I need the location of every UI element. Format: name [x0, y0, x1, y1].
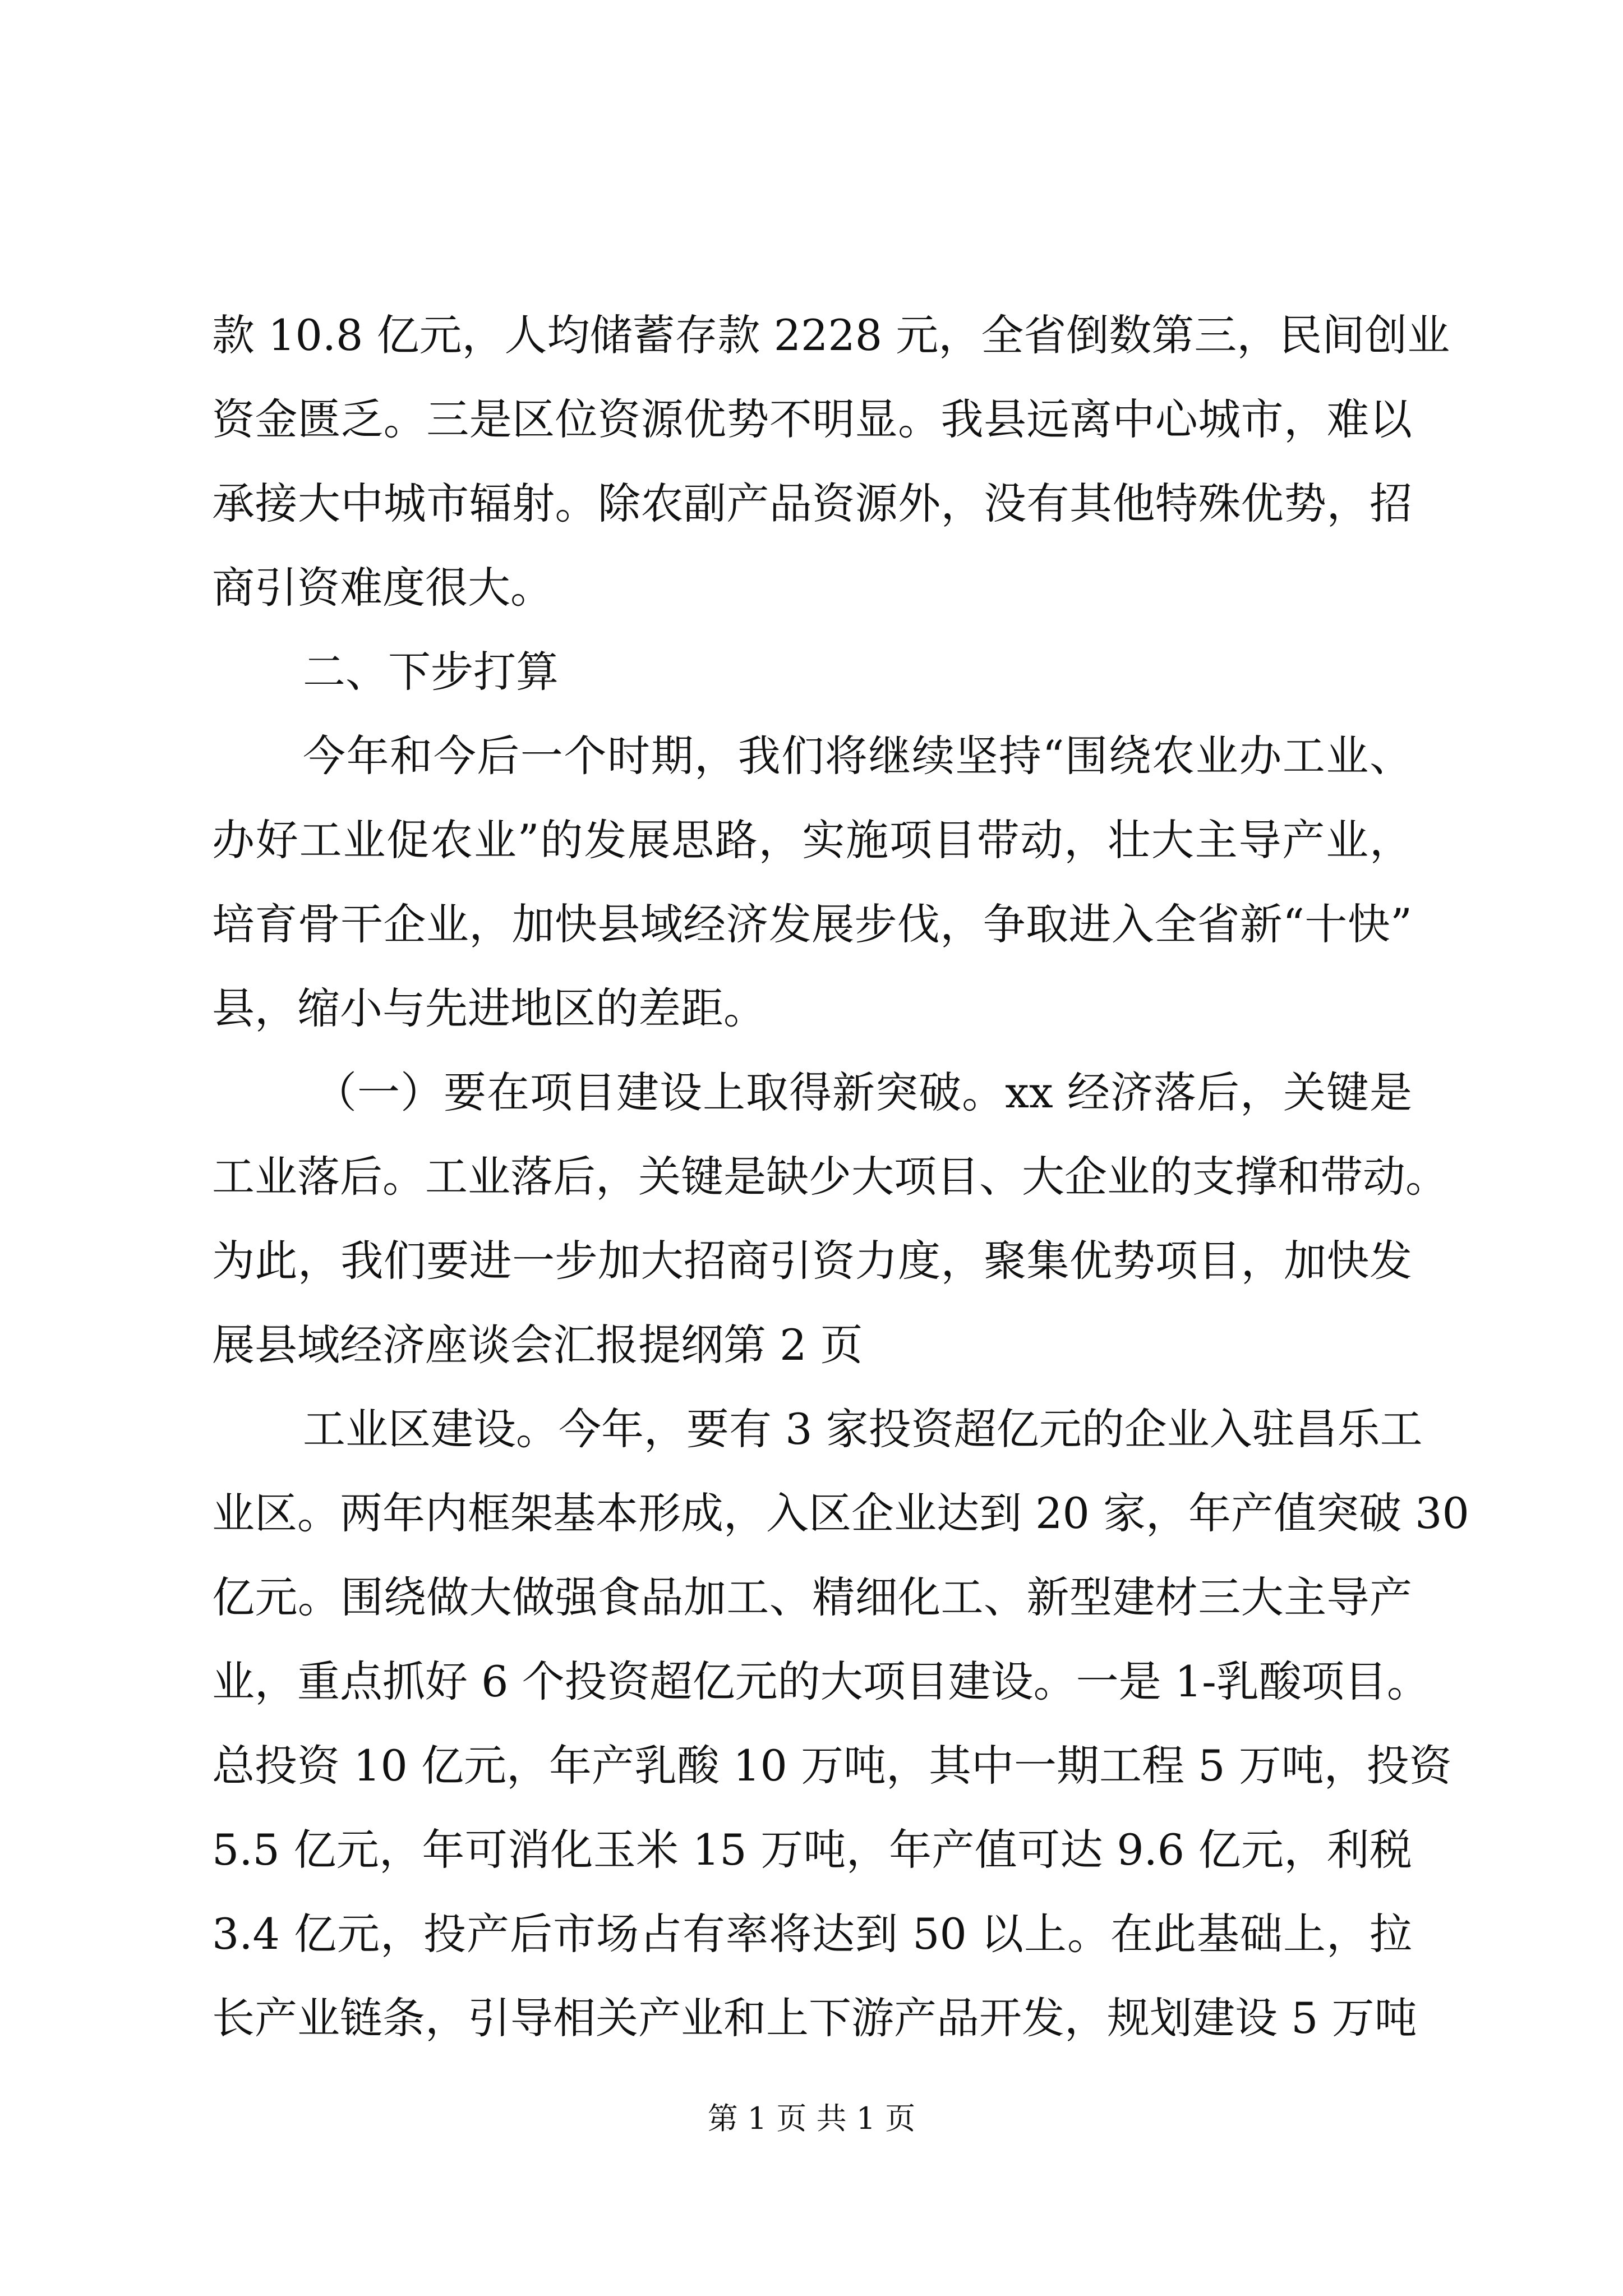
paragraph-line: 工业落后。工业落后，关键是缺少大项目、大企业的支撑和带动。 — [212, 1152, 1448, 1202]
paragraph-line: 为此，我们要进一步加大招商引资力度，聚集优势项目，加快发 — [212, 1236, 1412, 1286]
page-footer: 第 1 页 共 1 页 — [707, 2101, 916, 2136]
section-heading: 二、下步打算 — [303, 647, 559, 697]
paragraph-line: 承接大中城市辐射。除农副产品资源外，没有其他特殊优势，招 — [212, 478, 1412, 528]
paragraph-line: 展县域经济座谈会汇报提纲第 2 页 — [212, 1320, 863, 1370]
paragraph-line: 商引资难度很大。 — [212, 563, 553, 613]
paragraph-line: 业，重点抓好 6 个投资超亿元的大项目建设。一是 1-乳酸项目。 — [212, 1657, 1430, 1706]
paragraph-line: 办好工业促农业”的发展思路，实施项目带动，壮大主导产业， — [212, 815, 1412, 865]
paragraph-line: 总投资 10 亿元，年产乳酸 10 万吨，其中一期工程 5 万吨，投资 — [212, 1741, 1452, 1791]
paragraph-line: 县，缩小与先进地区的差距。 — [212, 983, 766, 1033]
paragraph-line: 业区。两年内框架基本形成，入区企业达到 20 家，年产值突破 30 — [212, 1488, 1469, 1538]
paragraph-line: 亿元。围绕做大做强食品加工、精细化工、新型建材三大主导产 — [212, 1572, 1412, 1622]
paragraph-line: 工业区建设。今年，要有 3 家投资超亿元的企业入驻昌乐工 — [303, 1404, 1423, 1454]
paragraph-line: 5.5 亿元，年可消化玉米 15 万吨，年产值可达 9.6 亿元，利税 — [212, 1825, 1412, 1875]
paragraph-line: 3.4 亿元，投产后市场占有率将达到 50 以上。在此基础上，拉 — [212, 1909, 1412, 1959]
paragraph-line: 今年和今后一个时期，我们将继续坚持“围绕农业办工业、 — [303, 731, 1412, 781]
paragraph-line: 培育骨干企业，加快县域经济发展步伐，争取进入全省新“十快” — [212, 899, 1412, 949]
subsection-line: （一）要在项目建设上取得新突破。xx 经济落后，关键是 — [314, 1068, 1412, 1117]
paragraph-line: 长产业链条，引导相关产业和上下游产品开发，规划建设 5 万吨 — [212, 1993, 1417, 2043]
paragraph-line: 资金匮乏。三是区位资源优势不明显。我县远离中心城市，难以 — [212, 394, 1412, 444]
paragraph-line: 款 10.8 亿元，人均储蓄存款 2228 元，全省倒数第三，民间创业 — [212, 310, 1450, 360]
